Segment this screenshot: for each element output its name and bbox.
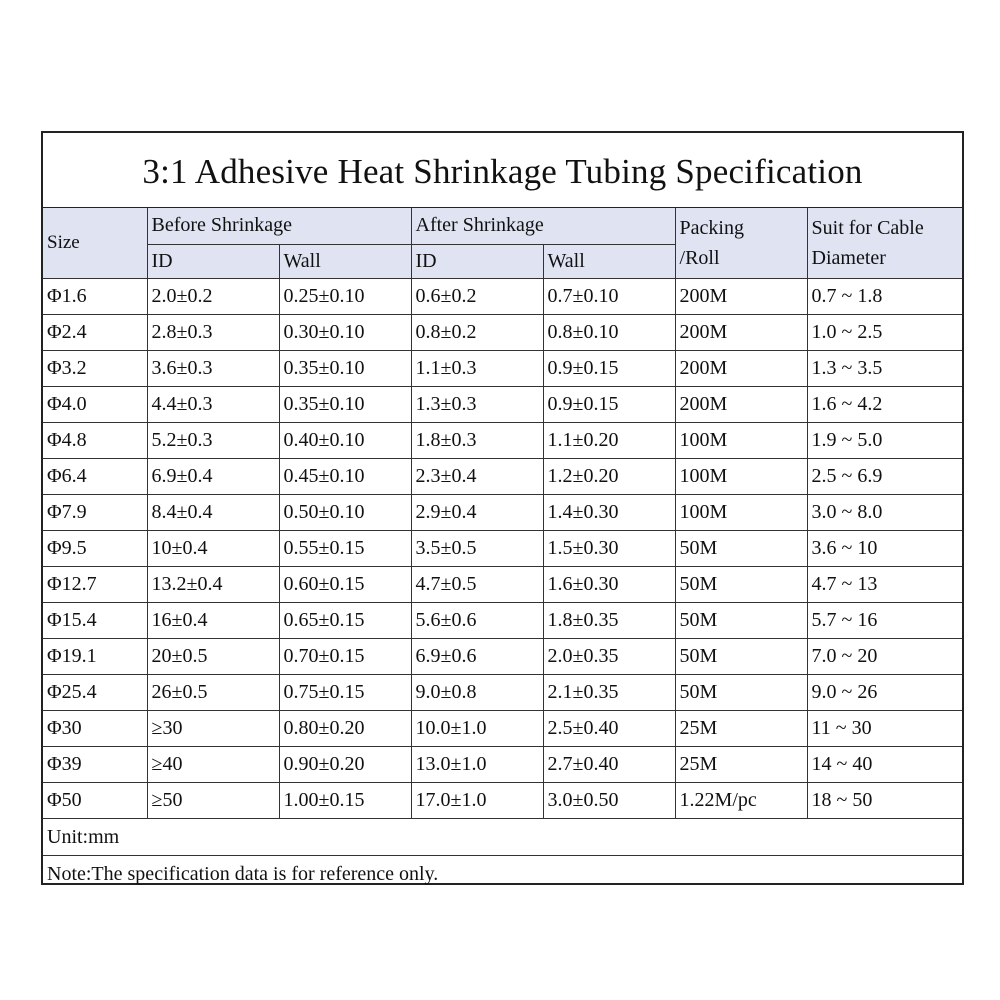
cell-after-wall: 0.9±0.15 [543, 386, 675, 422]
cell-size: Φ9.5 [43, 530, 147, 566]
cell-cable-diameter: 9.0 ~ 26 [807, 674, 962, 710]
cell-after-id: 1.1±0.3 [411, 350, 543, 386]
cell-after-id: 17.0±1.0 [411, 782, 543, 818]
table-row [43, 422, 962, 458]
header-before-id: ID [147, 244, 279, 278]
cell-before-id: 5.2±0.3 [147, 422, 279, 458]
cell-after-wall: 1.4±0.30 [543, 494, 675, 530]
cell-cable-diameter: 1.3 ~ 3.5 [807, 350, 962, 386]
table-row [43, 530, 962, 566]
cell-before-wall: 0.55±0.15 [279, 530, 411, 566]
spec-sheet [41, 131, 964, 885]
cell-cable-diameter: 1.6 ~ 4.2 [807, 386, 962, 422]
cell-after-id: 1.3±0.3 [411, 386, 543, 422]
cell-before-id: 20±0.5 [147, 638, 279, 674]
cell-size: Φ30 [43, 710, 147, 746]
cell-after-id: 6.9±0.6 [411, 638, 543, 674]
table-row [43, 710, 962, 746]
cell-before-wall: 0.65±0.15 [279, 602, 411, 638]
spec-table [43, 208, 962, 892]
table-row [43, 386, 962, 422]
cell-cable-diameter: 0.7 ~ 1.8 [807, 278, 962, 314]
cell-after-wall: 2.7±0.40 [543, 746, 675, 782]
table-row [43, 314, 962, 350]
cell-cable-diameter: 18 ~ 50 [807, 782, 962, 818]
data-rows [43, 278, 962, 818]
cell-packing: 100M [675, 422, 807, 458]
cell-cable-diameter: 7.0 ~ 20 [807, 638, 962, 674]
cell-before-id: ≥50 [147, 782, 279, 818]
cell-after-wall: 2.5±0.40 [543, 710, 675, 746]
cell-after-wall: 1.2±0.20 [543, 458, 675, 494]
cell-before-wall: 0.30±0.10 [279, 314, 411, 350]
header-suit-cable [807, 208, 962, 278]
cell-packing: 200M [675, 278, 807, 314]
cell-size: Φ25.4 [43, 674, 147, 710]
cell-after-wall: 0.9±0.15 [543, 350, 675, 386]
cell-before-wall: 0.40±0.10 [279, 422, 411, 458]
spec-table-body [43, 208, 962, 278]
cell-before-wall: 0.90±0.20 [279, 746, 411, 782]
cell-cable-diameter: 11 ~ 30 [807, 710, 962, 746]
unit-row [43, 818, 962, 855]
cell-packing: 200M [675, 314, 807, 350]
cell-size: Φ12.7 [43, 566, 147, 602]
header-before-wall: Wall [279, 244, 411, 278]
cell-after-id: 9.0±0.8 [411, 674, 543, 710]
cell-packing: 50M [675, 602, 807, 638]
cell-cable-diameter: 5.7 ~ 16 [807, 602, 962, 638]
cell-after-wall: 1.6±0.30 [543, 566, 675, 602]
cell-packing: 50M [675, 674, 807, 710]
table-row [43, 350, 962, 386]
cell-before-id: 8.4±0.4 [147, 494, 279, 530]
cell-before-id: ≥40 [147, 746, 279, 782]
cell-cable-diameter: 4.7 ~ 13 [807, 566, 962, 602]
cell-after-id: 3.5±0.5 [411, 530, 543, 566]
header-suit-line1: Suit for Cable [811, 216, 924, 239]
cell-after-wall: 0.8±0.10 [543, 314, 675, 350]
header-row-1 [43, 208, 962, 244]
header-size: Size [43, 208, 147, 278]
cell-cable-diameter: 2.5 ~ 6.9 [807, 458, 962, 494]
header-before-shrinkage: Before Shrinkage [147, 208, 411, 244]
table-row [43, 674, 962, 710]
cell-packing: 100M [675, 494, 807, 530]
cell-after-id: 10.0±1.0 [411, 710, 543, 746]
cell-before-wall: 0.45±0.10 [279, 458, 411, 494]
cell-before-wall: 0.75±0.15 [279, 674, 411, 710]
header-packing-line1: Packing [679, 216, 744, 239]
cell-after-id: 0.8±0.2 [411, 314, 543, 350]
header-after-wall: Wall [543, 244, 675, 278]
table-row [43, 602, 962, 638]
cell-before-id: 6.9±0.4 [147, 458, 279, 494]
cell-size: Φ2.4 [43, 314, 147, 350]
cell-after-id: 2.3±0.4 [411, 458, 543, 494]
cell-size: Φ15.4 [43, 602, 147, 638]
notes-section [43, 818, 962, 892]
header-after-shrinkage: After Shrinkage [411, 208, 675, 244]
cell-before-id: 4.4±0.3 [147, 386, 279, 422]
cell-before-id: ≥30 [147, 710, 279, 746]
cell-size: Φ1.6 [43, 278, 147, 314]
header-suit-line2: Diameter [811, 246, 886, 269]
cell-before-id: 26±0.5 [147, 674, 279, 710]
cell-size: Φ39 [43, 746, 147, 782]
cell-before-id: 3.6±0.3 [147, 350, 279, 386]
cell-cable-diameter: 1.9 ~ 5.0 [807, 422, 962, 458]
cell-cable-diameter: 3.0 ~ 8.0 [807, 494, 962, 530]
header-packing-line2: /Roll [679, 246, 720, 269]
reference-row [43, 855, 962, 892]
cell-before-wall: 0.70±0.15 [279, 638, 411, 674]
cell-size: Φ4.0 [43, 386, 147, 422]
cell-after-id: 13.0±1.0 [411, 746, 543, 782]
cell-size: Φ6.4 [43, 458, 147, 494]
table-row [43, 638, 962, 674]
cell-before-wall: 0.25±0.10 [279, 278, 411, 314]
cell-cable-diameter: 14 ~ 40 [807, 746, 962, 782]
cell-before-wall: 0.50±0.10 [279, 494, 411, 530]
cell-before-id: 16±0.4 [147, 602, 279, 638]
cell-before-wall: 0.35±0.10 [279, 350, 411, 386]
table-row [43, 746, 962, 782]
cell-before-wall: 0.60±0.15 [279, 566, 411, 602]
cell-packing: 50M [675, 530, 807, 566]
header-after-id: ID [411, 244, 543, 278]
cell-packing: 200M [675, 386, 807, 422]
cell-after-id: 5.6±0.6 [411, 602, 543, 638]
cell-cable-diameter: 3.6 ~ 10 [807, 530, 962, 566]
cell-before-id: 13.2±0.4 [147, 566, 279, 602]
cell-before-wall: 0.80±0.20 [279, 710, 411, 746]
cell-size: Φ3.2 [43, 350, 147, 386]
cell-after-id: 0.6±0.2 [411, 278, 543, 314]
cell-before-wall: 0.35±0.10 [279, 386, 411, 422]
table-row [43, 566, 962, 602]
cell-after-wall: 3.0±0.50 [543, 782, 675, 818]
cell-packing: 50M [675, 566, 807, 602]
cell-size: Φ19.1 [43, 638, 147, 674]
cell-before-wall: 1.00±0.15 [279, 782, 411, 818]
cell-before-id: 10±0.4 [147, 530, 279, 566]
cell-size: Φ4.8 [43, 422, 147, 458]
reference-note: Note:The specification data is for reference only. [43, 855, 962, 892]
cell-after-wall: 1.5±0.30 [543, 530, 675, 566]
cell-packing: 50M [675, 638, 807, 674]
cell-packing: 100M [675, 458, 807, 494]
cell-after-id: 1.8±0.3 [411, 422, 543, 458]
cell-after-wall: 2.0±0.35 [543, 638, 675, 674]
unit-note: Unit:mm [43, 818, 962, 855]
cell-cable-diameter: 1.0 ~ 2.5 [807, 314, 962, 350]
table-row [43, 494, 962, 530]
table-row [43, 782, 962, 818]
page-title: 3:1 Adhesive Heat Shrinkage Tubing Specification [43, 133, 962, 208]
cell-after-wall: 1.1±0.20 [543, 422, 675, 458]
table-row [43, 278, 962, 314]
cell-before-id: 2.0±0.2 [147, 278, 279, 314]
cell-after-id: 4.7±0.5 [411, 566, 543, 602]
table-row [43, 458, 962, 494]
cell-size: Φ7.9 [43, 494, 147, 530]
cell-size: Φ50 [43, 782, 147, 818]
cell-after-wall: 2.1±0.35 [543, 674, 675, 710]
cell-packing: 25M [675, 746, 807, 782]
cell-after-wall: 1.8±0.35 [543, 602, 675, 638]
cell-before-id: 2.8±0.3 [147, 314, 279, 350]
cell-after-id: 2.9±0.4 [411, 494, 543, 530]
cell-packing: 200M [675, 350, 807, 386]
cell-after-wall: 0.7±0.10 [543, 278, 675, 314]
cell-packing: 1.22M/pc [675, 782, 807, 818]
header-packing [675, 208, 807, 278]
cell-packing: 25M [675, 710, 807, 746]
